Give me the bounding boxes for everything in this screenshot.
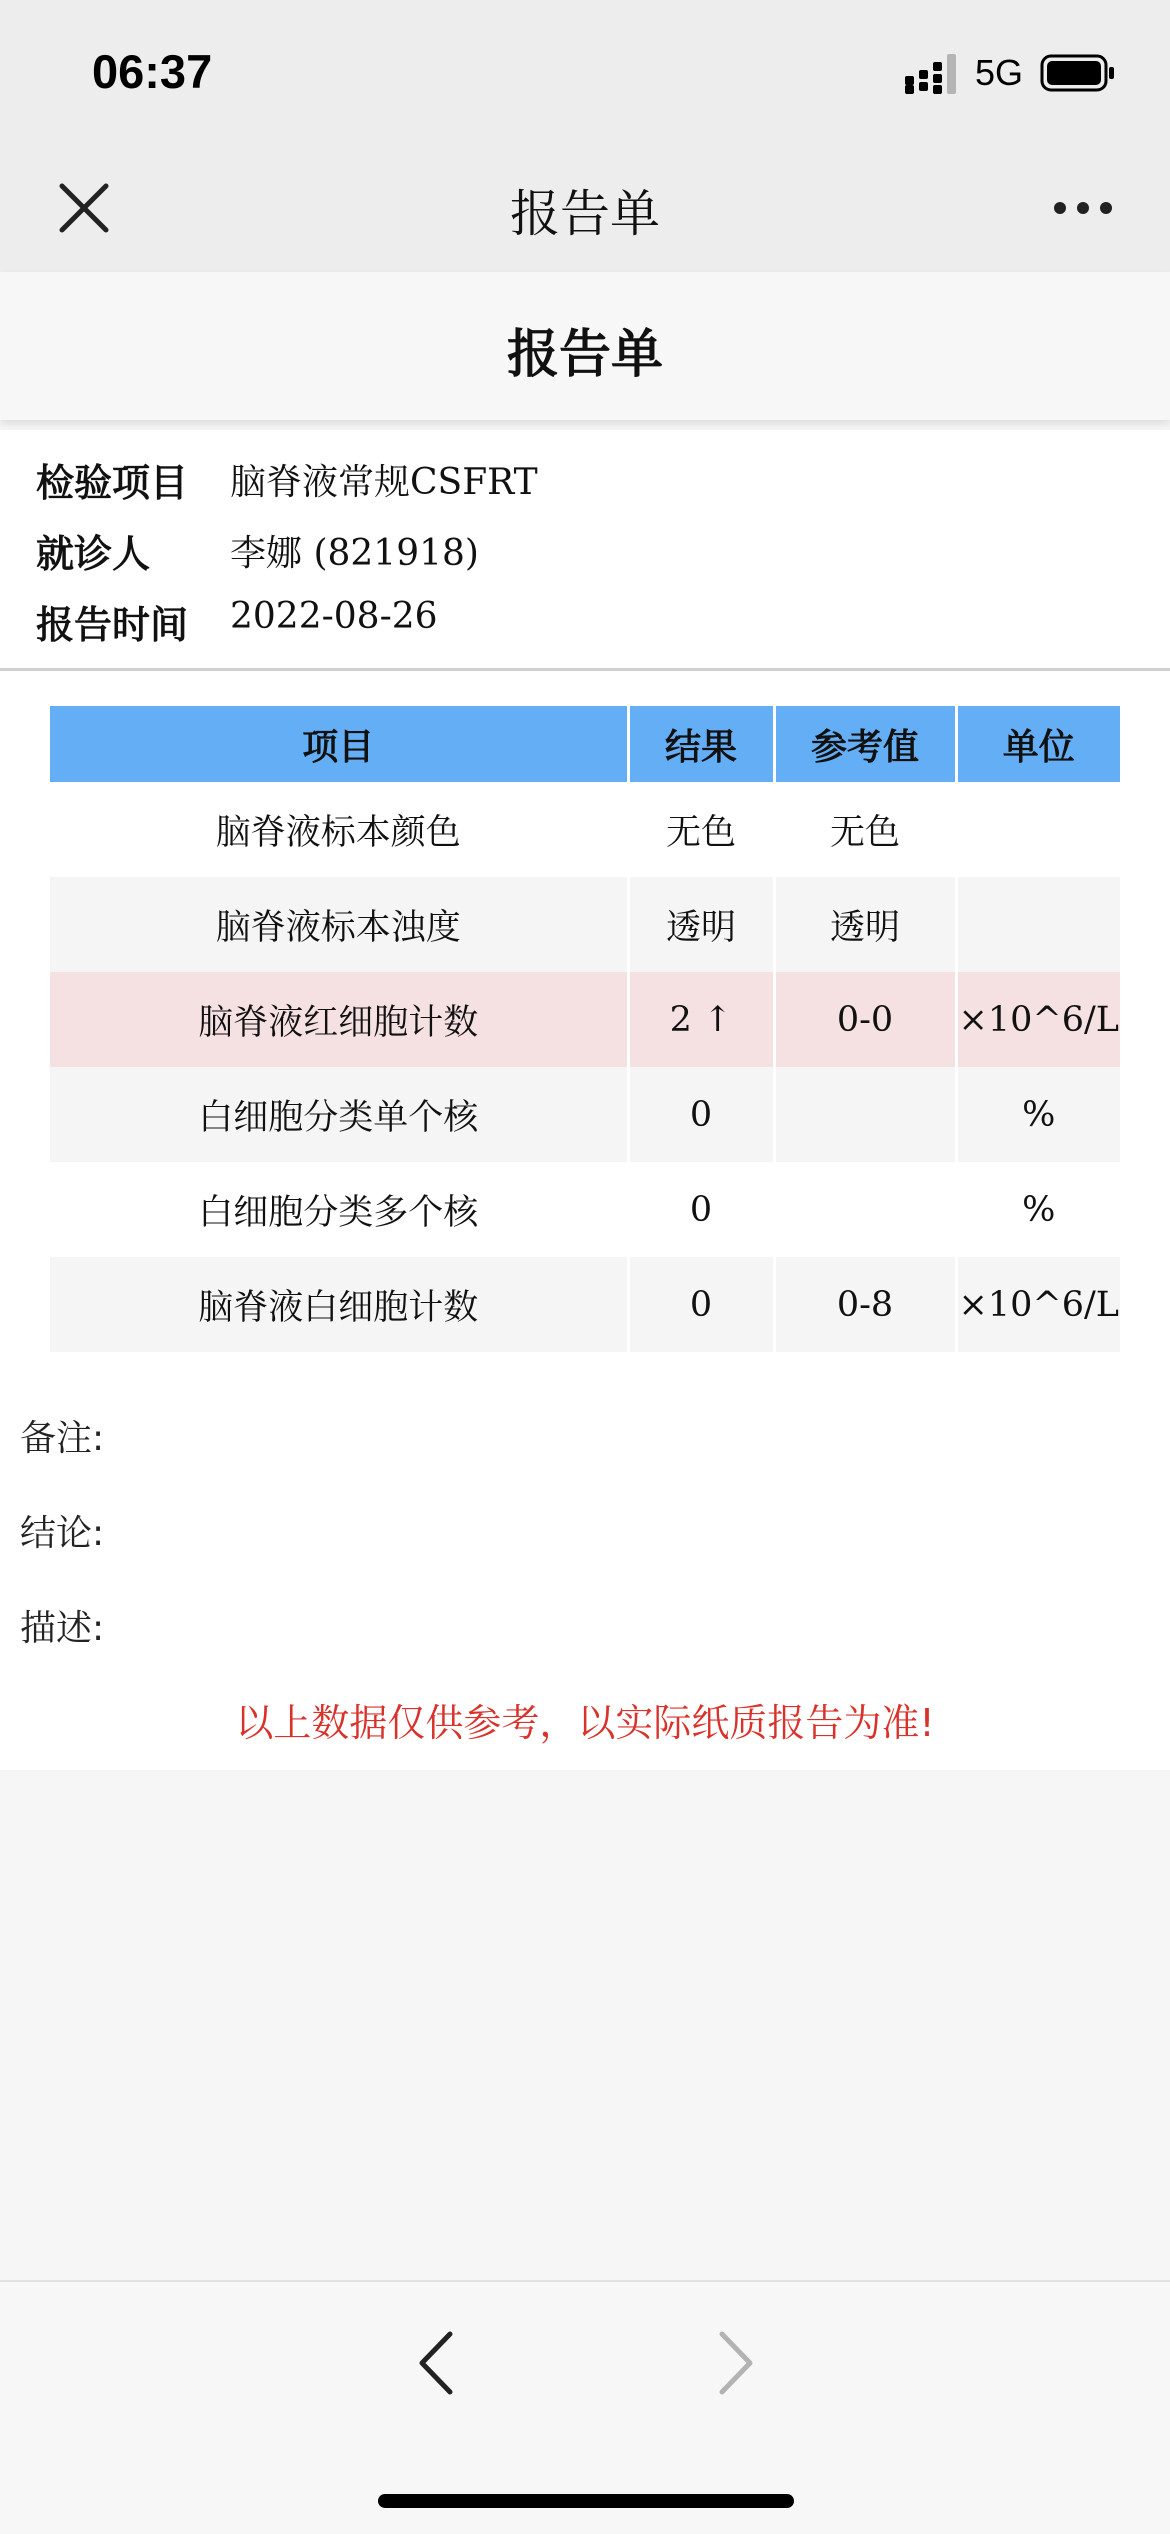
cell-item: 白细胞分类单个核 <box>50 1067 628 1162</box>
info-row-time <box>0 594 1170 664</box>
table-row <box>50 1162 1120 1257</box>
cell-unit: % <box>956 1162 1120 1257</box>
info-row-item <box>0 452 1170 522</box>
battery-icon <box>1040 54 1116 92</box>
nav-bar <box>0 150 1170 272</box>
cell-unit <box>956 782 1120 877</box>
header-reference: 参考值 <box>774 706 956 782</box>
cell-item: 脑脊液标本颜色 <box>50 782 628 877</box>
test-item-label: 检验项目 <box>36 461 189 505</box>
report-content <box>0 430 1170 1770</box>
cell-reference: 透明 <box>774 877 956 972</box>
test-item-value: 脑脊液常规CSFRT <box>230 462 538 503</box>
conclusion-label: 结论: <box>20 1513 105 1554</box>
page-title: 报告单 <box>506 325 663 385</box>
cell-reference <box>774 1162 956 1257</box>
table-row <box>50 1257 1120 1352</box>
cell-item: 白细胞分类多个核 <box>50 1162 628 1257</box>
report-time-label: 报告时间 <box>36 603 189 647</box>
header-item: 项目 <box>50 706 628 782</box>
signal-icon <box>905 52 961 94</box>
cell-unit: ×10^6/L <box>956 972 1120 1067</box>
status-bar <box>0 0 1170 150</box>
cell-reference <box>774 1067 956 1162</box>
bottom-toolbar <box>0 2280 1170 2534</box>
header-result: 结果 <box>628 706 774 782</box>
network-type: 5G <box>975 52 1024 93</box>
cell-reference: 无色 <box>774 782 956 877</box>
cell-item: 脑脊液白细胞计数 <box>50 1257 628 1352</box>
note-label: 备注: <box>20 1418 105 1459</box>
divider <box>0 668 1170 671</box>
cell-result: 0 <box>628 1257 774 1352</box>
table-header-row <box>50 706 1120 782</box>
cell-reference: 0-0 <box>774 972 956 1067</box>
page-header <box>0 272 1170 420</box>
disclaimer-text: 以上数据仅供参考，以实际纸质报告为准! <box>235 1701 935 1745</box>
back-arrow-icon[interactable] <box>410 2328 460 2398</box>
header-unit: 单位 <box>956 706 1120 782</box>
nav-title: 报告单 <box>510 185 660 243</box>
patient-label: 就诊人 <box>36 532 151 576</box>
cell-result: 透明 <box>628 877 774 972</box>
cell-result: 2 ↑ <box>628 972 774 1067</box>
cell-item: 脑脊液红细胞计数 <box>50 972 628 1067</box>
forward-arrow-icon[interactable] <box>712 2328 762 2398</box>
cell-unit: ×10^6/L <box>956 1257 1120 1352</box>
table-row-abnormal <box>50 972 1120 1067</box>
cell-unit: % <box>956 1067 1120 1162</box>
more-icon[interactable] <box>1052 200 1114 216</box>
table-row <box>50 877 1120 972</box>
results-table <box>50 706 1120 1352</box>
cell-unit <box>956 877 1120 972</box>
cell-result: 0 <box>628 1067 774 1162</box>
description-label: 描述: <box>20 1608 105 1649</box>
report-time-value: 2022-08-26 <box>230 596 438 637</box>
table-row <box>50 1067 1120 1162</box>
cell-item: 脑脊液标本浊度 <box>50 877 628 972</box>
cell-result: 无色 <box>628 782 774 877</box>
info-row-patient <box>0 523 1170 593</box>
cell-result: 0 <box>628 1162 774 1257</box>
patient-value: 李娜 (821918) <box>230 533 479 574</box>
cell-reference: 0-8 <box>774 1257 956 1352</box>
table-row <box>50 782 1120 877</box>
home-indicator[interactable] <box>378 2494 794 2508</box>
status-time: 06:37 <box>92 45 213 98</box>
